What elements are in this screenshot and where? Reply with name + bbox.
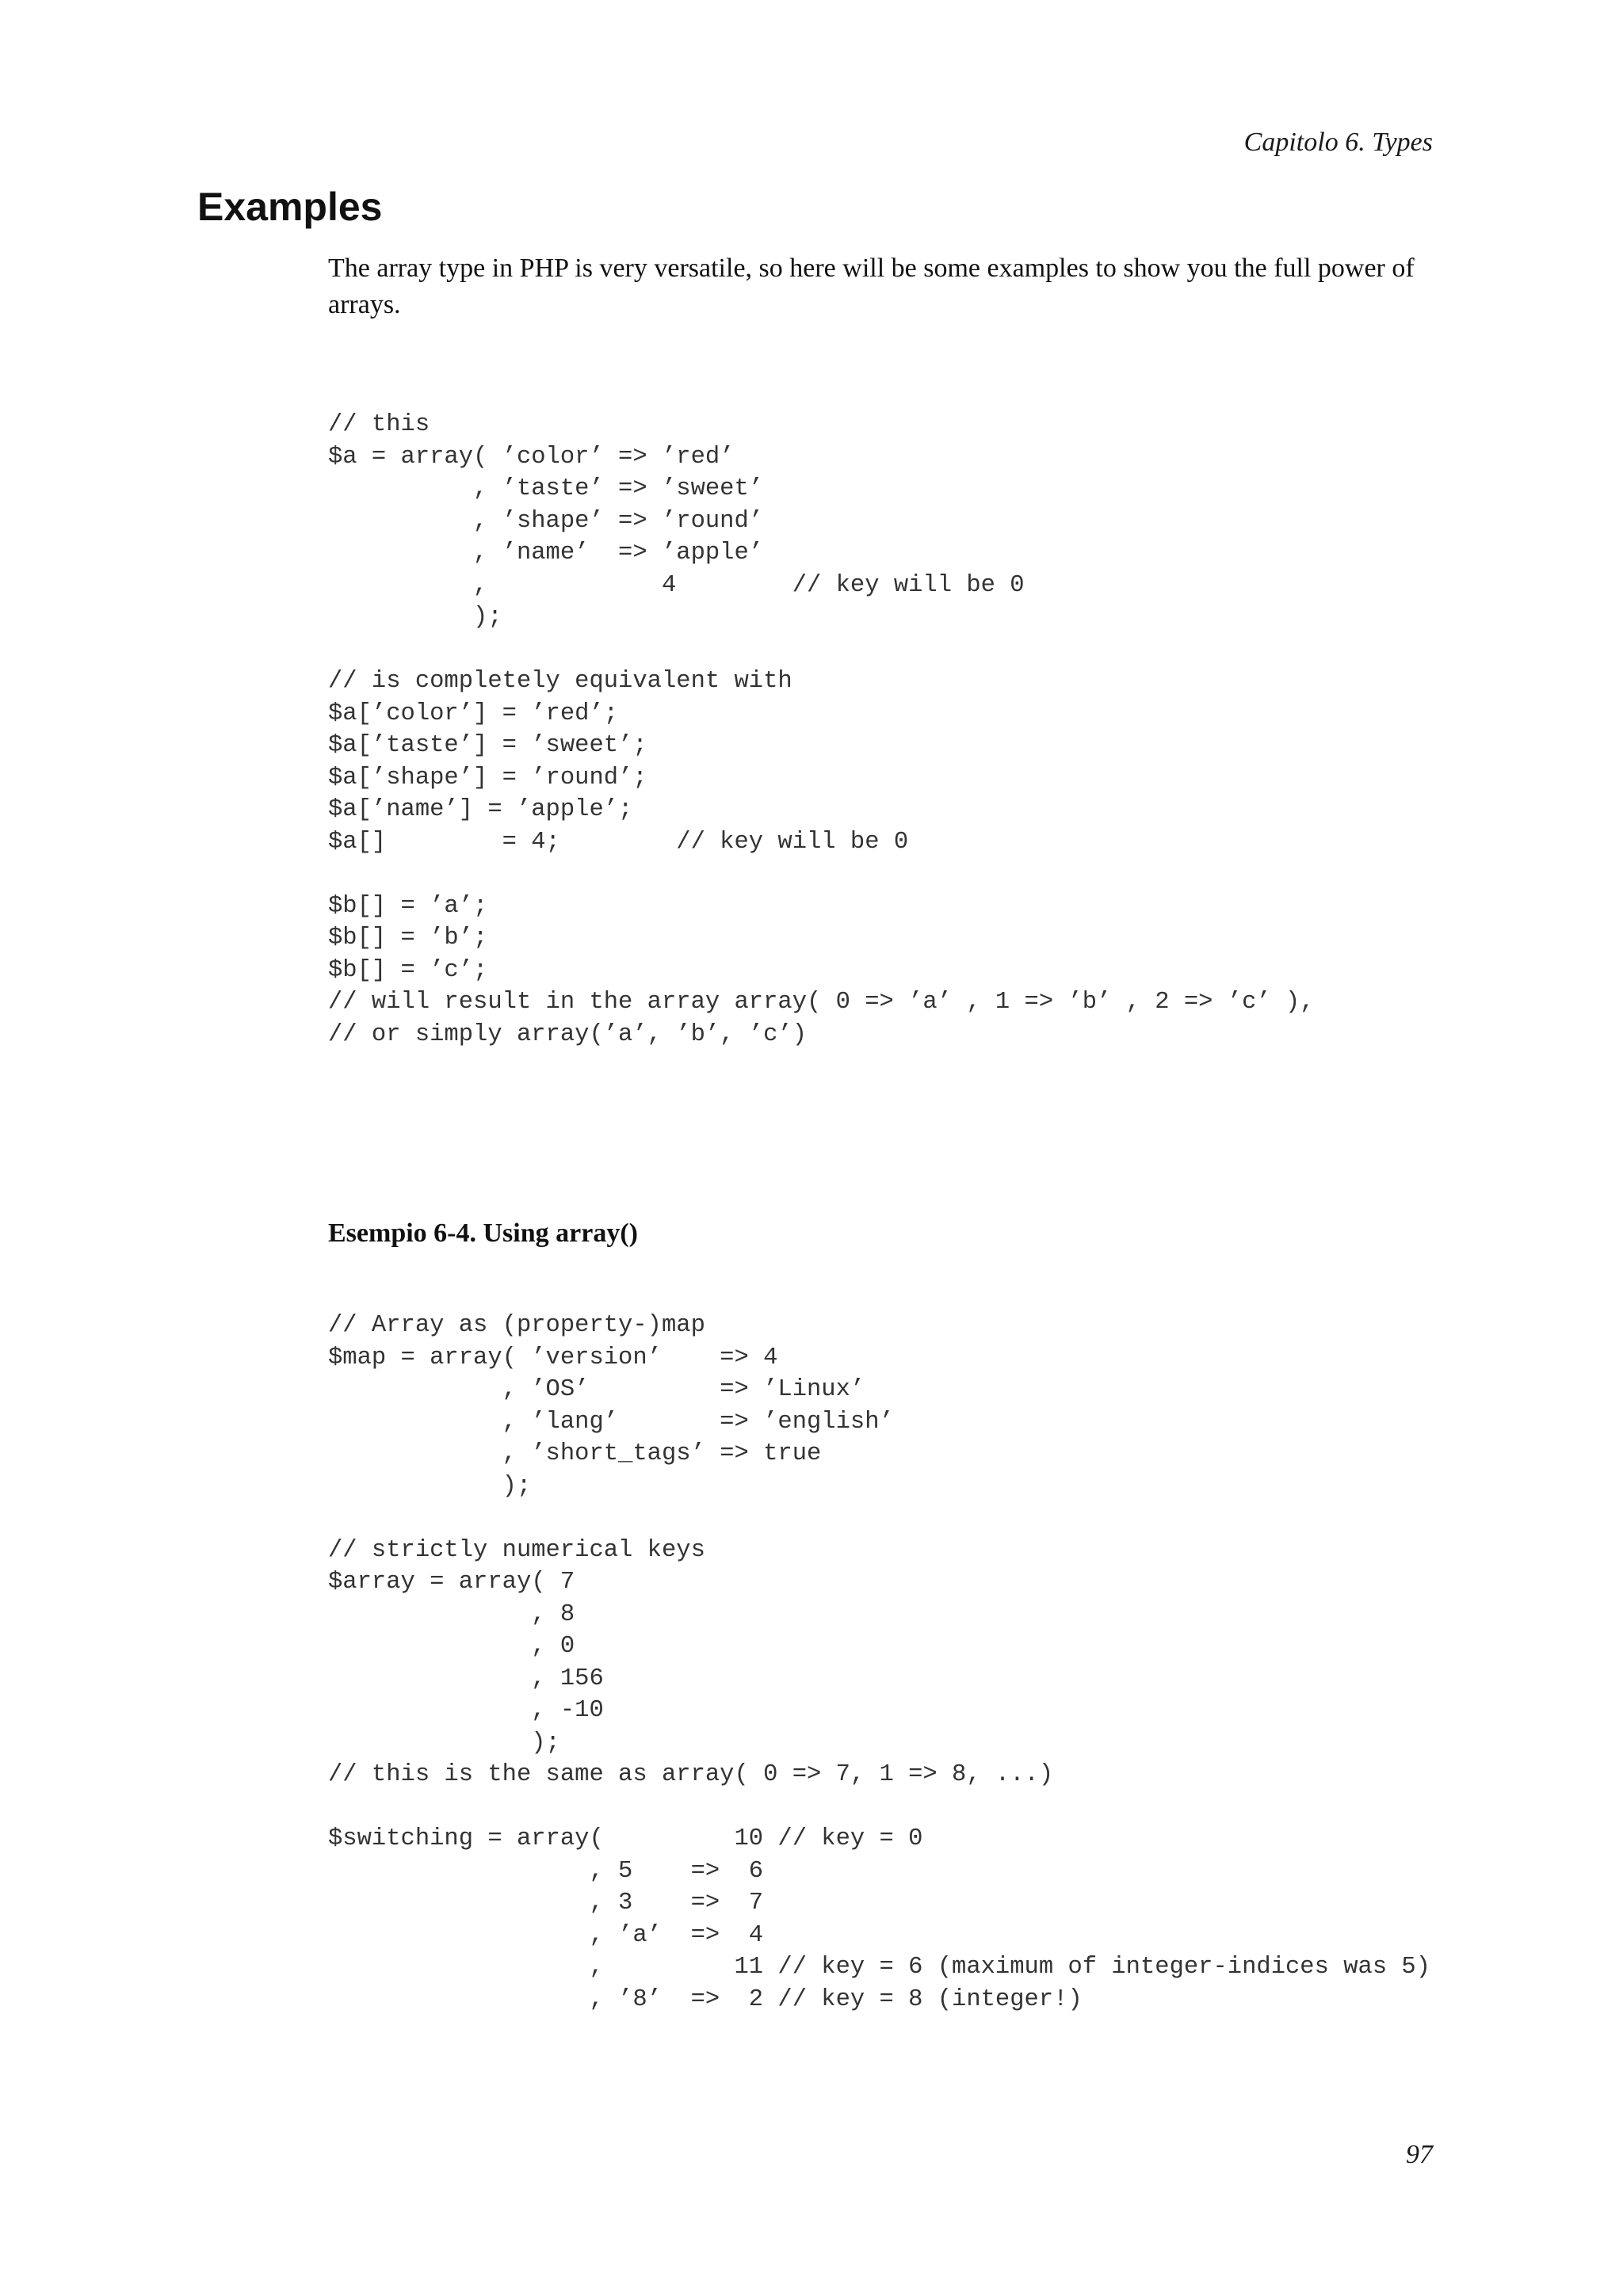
example-title: Esempio 6-4. Using array() — [328, 1219, 638, 1248]
code-block-array-equivalence: // this $a = array( ’color’ => ’red’ , ’taste’ => ’sweet’ , ’shape’ => ’round’ , ’name’ => ’apple’ , 4 // key will be 0 ); // is completely equivalent with $a[’color’] = ’red’; $a[’taste’] = ’sweet’; $a[’shape’] = ’round’; $a[’name’] = ’apple’; $a[] = 4; // key will be 0 $b[] = ’a’; $b[] = ’b’; $b[] = ’c’; // will result in the array array( 0 => ’a’ , 1 => ’b’ , 2 => ’c’ ), // or simply array(’a’, ’b’, ’c’) — [328, 411, 1315, 1048]
code-block-using-array: // Array as (property-)map $map = array( ’version’ => 4 , ’OS’ => ’Linux’ , ’lang’ => ’english’ , ’short_tags’ => true ); // strictly numerical keys $array = array( 7 , 8 , 0 , 156 , -10 ); // this is the same as array( 0 => 7, 1 => 8, ...) $switching = array( 10 // key = 0 , 5 => 6 , 3 => 7 , ’a’ => 4 , 11 // key = 6 (maximum of integer-indices was 5) , ’8’ => 2 // key = 8 (integer!) — [328, 1312, 1431, 2013]
page-number: 97 — [1406, 2140, 1433, 2169]
running-header: Capitolo 6. Types — [1243, 128, 1433, 157]
intro-paragraph: The array type in PHP is very versatile, so here will be some examples to show you the full power of arrays. — [328, 254, 1415, 319]
section-title: Examples — [197, 185, 383, 229]
